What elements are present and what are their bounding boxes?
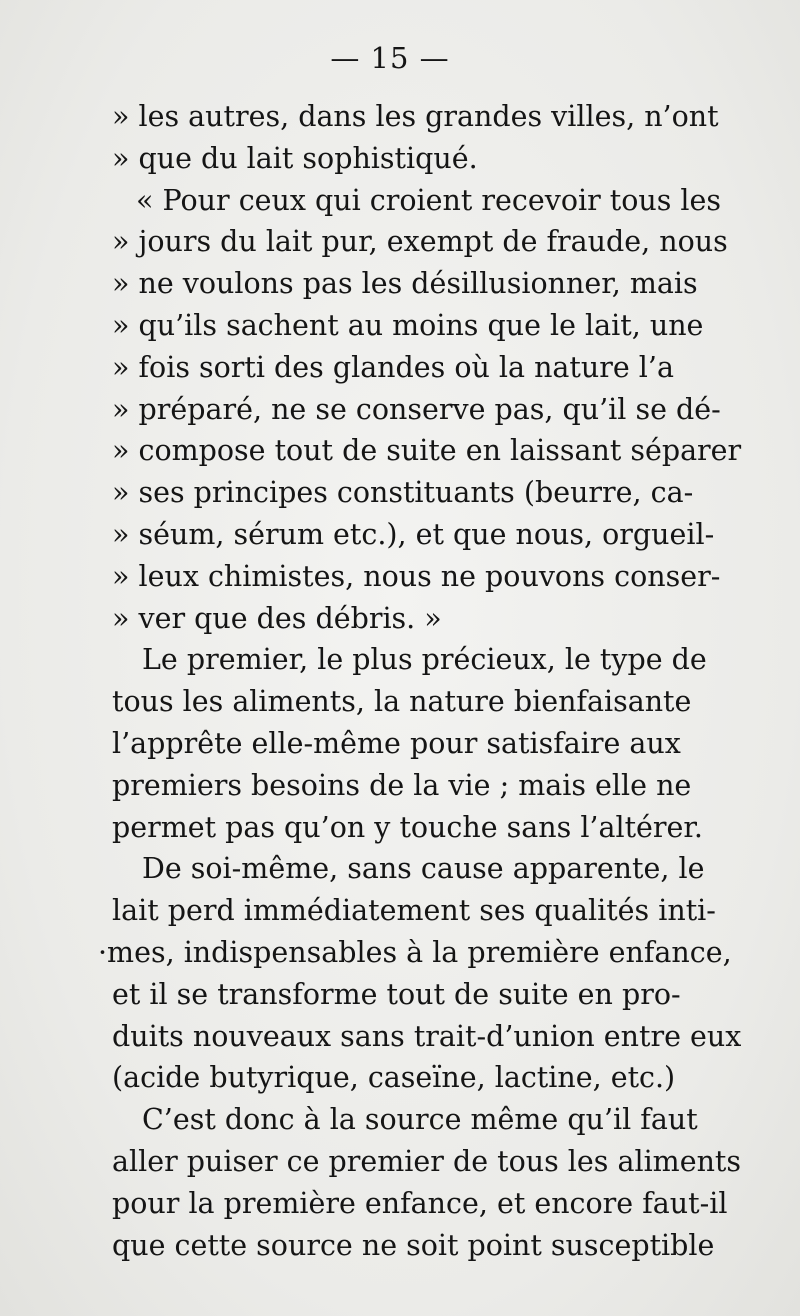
text-line: ·mes, indispensables à la première enfance, (98, 935, 732, 969)
text-line: et il se transforme tout de suite en pro- (112, 977, 681, 1011)
text-line: » leux chimistes, nous ne pouvons conser- (112, 559, 721, 593)
text-line: pour la première enfance, et encore faut-il (112, 1186, 728, 1220)
text-line: » les autres, dans les grandes villes, n’ont (112, 100, 719, 133)
text-line: « Pour ceux qui croient recevoir tous les (136, 183, 722, 217)
text-line: tous les aliments, la nature bienfaisante (112, 685, 692, 719)
text-line: duits nouveaux sans trait-d’union entre eux (112, 1019, 742, 1053)
body-text (98, 96, 742, 1266)
text-line: » jours du lait pur, exempt de fraude, nous (112, 225, 728, 259)
text-line: premiers besoins de la vie ; mais elle ne (112, 768, 692, 802)
text-line: C’est donc à la source même qu’il faut (142, 1103, 698, 1137)
page-number: — 15 — (330, 41, 450, 75)
text-line: que cette source ne soit point susceptible (112, 1228, 715, 1262)
text-line: » préparé, ne se conserve pas, qu’il se dé- (112, 392, 721, 426)
text-line: » ses principes constituants (beurre, ca- (112, 476, 694, 510)
text-line: » séum, sérum etc.), et que nous, orgueil- (112, 517, 715, 551)
text-line: » fois sorti des glandes où la nature l’a (112, 350, 674, 384)
text-line: lait perd immédiatement ses qualités inti- (112, 894, 716, 928)
text-line: » ne voulons pas les désillusionner, mais (112, 267, 698, 301)
text-line: l’apprête elle-même pour satisfaire aux (112, 726, 681, 760)
text-line: » ver que des débris. » (112, 601, 442, 635)
text-line: permet pas qu’on y touche sans l’altérer. (112, 810, 703, 844)
text-line: aller puiser ce premier de tous les aliments (112, 1144, 742, 1178)
text-line: » que du lait sophistiqué. (112, 141, 478, 175)
text-line: » qu’ils sachent au moins que le lait, une (112, 308, 704, 342)
text-line: » compose tout de suite en laissant séparer (112, 434, 742, 468)
text-line: Le premier, le plus précieux, le type de (142, 643, 707, 677)
text-line: De soi-même, sans cause apparente, le (142, 852, 705, 886)
text-line: (acide butyrique, caseïne, lactine, etc.) (112, 1061, 676, 1095)
